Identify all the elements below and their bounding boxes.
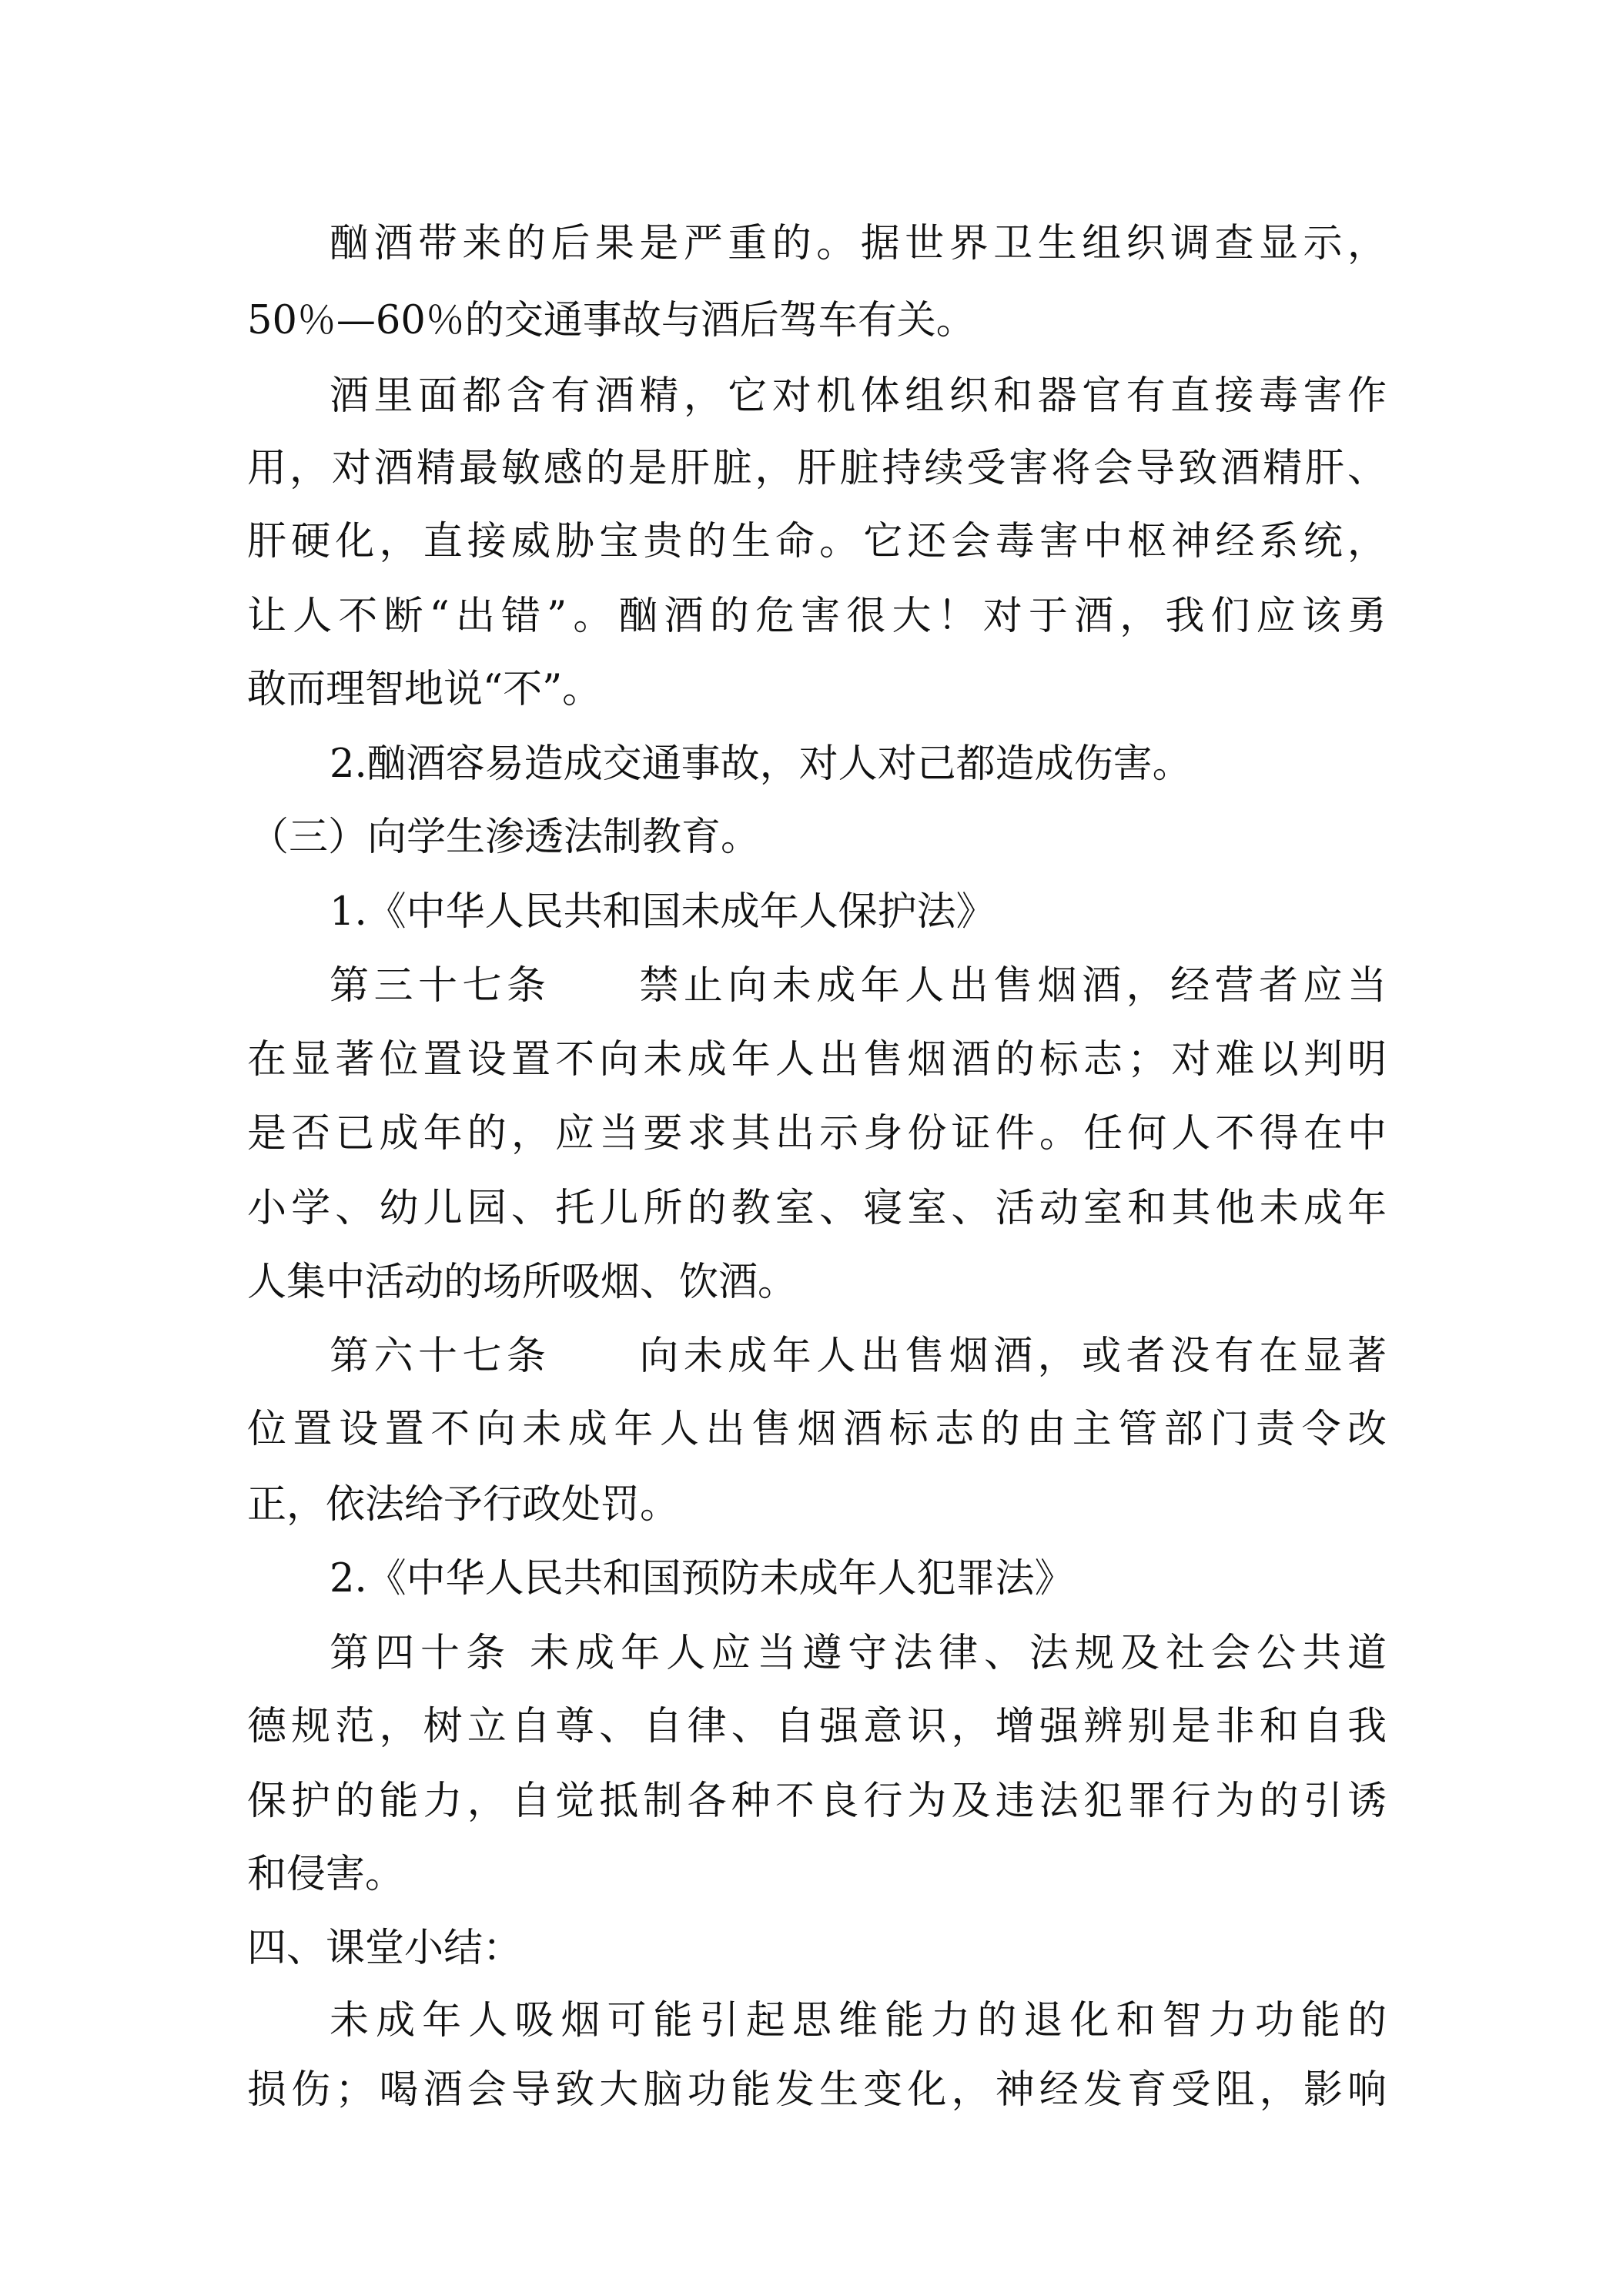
paragraph-line: 50％—60％的交通事故与酒后驾车有关。 <box>247 298 975 343</box>
paragraph-line: 人集中活动的场所吸烟、饮酒。 <box>247 1260 798 1305</box>
section-heading: （三）向学生渗透法制教育。 <box>249 815 761 860</box>
paragraph-line: 酗酒带来的后果是严重的。据世界卫生组织调查显示， <box>330 221 1387 266</box>
paragraph-line: 敢而理智地说“不”。 <box>247 667 602 712</box>
paragraph-line: 酒里面都含有酒精，它对机体组织和器官有直接毒害作 <box>330 373 1387 419</box>
paragraph-line: 未成年人吸烟可能引起思维能力的退化和智力功能的 <box>330 1998 1387 2043</box>
paragraph-line: 在显著位置设置不向未成年人出售烟酒的标志；对难以判明 <box>247 1037 1387 1083</box>
paragraph-line: 第三十七条 禁止向未成年人出售烟酒，经营者应当 <box>330 963 1387 1009</box>
paragraph-line: 正，依法给予行政处罚。 <box>247 1482 680 1528</box>
paragraph-line: 损伤；喝酒会导致大脑功能发生变化，神经发育受阻，影响 <box>247 2067 1387 2113</box>
paragraph-line: 用，对酒精最敏感的是肝脏，肝脏持续受害将会导致酒精肝、 <box>247 446 1387 491</box>
paragraph-line: 是否已成年的，应当要求其出示身份证件。任何人不得在中 <box>247 1111 1387 1156</box>
paragraph-line: 位置设置不向未成年人出售烟酒标志的由主管部门责令改 <box>247 1407 1387 1452</box>
law-title: 1.《中华人民共和国未成年人保护法》 <box>330 889 996 935</box>
section-heading: 四、课堂小结： <box>247 1926 523 1971</box>
paragraph-line: 让人不断“出错”。酗酒的危害很大！对于酒，我们应该勇 <box>247 594 1387 639</box>
paragraph-line: 第四十条 未成年人应当遵守法律、法规及社会公共道 <box>330 1631 1387 1676</box>
paragraph-line: 2.酗酒容易造成交通事故，对人对己都造成伤害。 <box>330 741 1192 787</box>
paragraph-line: 第六十七条 向未成年人出售烟酒，或者没有在显著 <box>330 1334 1387 1379</box>
paragraph-line: 小学、幼儿园、托儿所的教室、寝室、活动室和其他未成年 <box>247 1186 1387 1231</box>
paragraph-line: 肝硬化，直接威胁宝贵的生命。它还会毒害中枢神经系统， <box>247 519 1387 564</box>
paragraph-line: 和侵害。 <box>247 1852 405 1897</box>
law-title: 2.《中华人民共和国预防未成年人犯罪法》 <box>330 1556 1074 1602</box>
paragraph-line: 德规范，树立自尊、自律、自强意识，增强辨别是非和自我 <box>247 1704 1387 1749</box>
paragraph-line: 保护的能力，自觉抵制各种不良行为及违法犯罪行为的引诱 <box>247 1779 1387 1824</box>
